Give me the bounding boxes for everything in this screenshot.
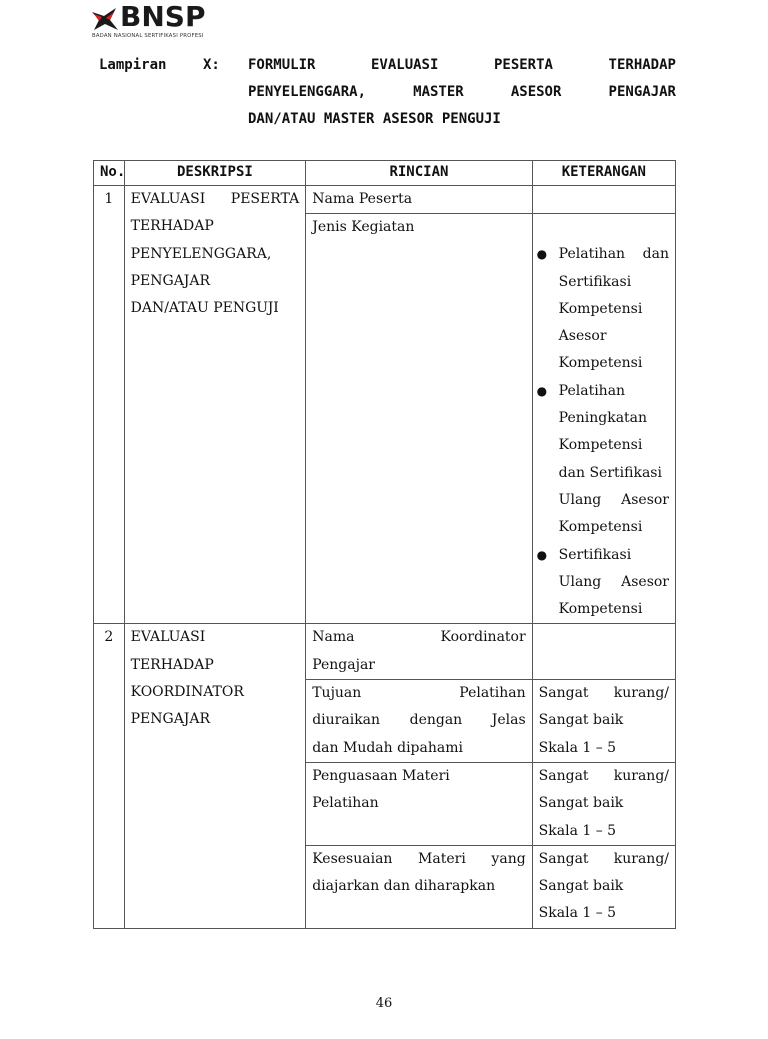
keterangan-text: Sangat kurang/	[538, 767, 669, 784]
list-item-text: Asesor	[558, 328, 607, 345]
rincian-text: diajarkan dan diharapkan	[312, 878, 496, 895]
rincian-text: diuraikan dengan Jelas	[312, 712, 526, 729]
deskripsi-line: PENGAJAR	[130, 272, 211, 289]
table-row	[94, 624, 676, 680]
evaluation-table	[93, 160, 676, 929]
rincian-text: Kesesuaian Materi yang	[312, 850, 526, 867]
rincian-cell	[306, 624, 532, 680]
kegiatan-list	[539, 241, 669, 623]
deskripsi-cell	[124, 624, 306, 928]
title-line-3: DAN/ATAU MASTER ASESOR PENGUJI	[248, 111, 501, 127]
keterangan-cell	[532, 845, 675, 928]
list-item	[539, 378, 669, 542]
deskripsi-line: EVALUASI	[130, 629, 206, 646]
keterangan-text: Sangat kurang/	[538, 685, 669, 702]
keterangan-cell	[532, 680, 675, 763]
keterangan-text: Sangat baik	[538, 878, 624, 895]
list-item-text: ● Sertifikasi	[558, 546, 632, 563]
keterangan-text: Sangat baik	[538, 712, 624, 729]
keterangan-cell	[532, 186, 675, 214]
deskripsi-line: PENYELENGGARA,	[130, 245, 272, 262]
deskripsi-text: EVALUASI PESERTA	[130, 191, 300, 207]
logo-text: BNSP	[120, 0, 206, 33]
deskripsi-line: KOORDINATOR	[130, 684, 244, 701]
deskripsi-line: PENGAJAR	[130, 711, 211, 728]
keterangan-text: Skala 1 – 5	[538, 822, 617, 839]
rincian-text: Tujuan Pelatihan	[312, 685, 526, 702]
row-number: 2	[94, 624, 125, 928]
keterangan-text: Skala 1 – 5	[538, 739, 617, 756]
keterangan-cell	[532, 762, 675, 845]
keterangan-cell	[532, 624, 675, 680]
list-item-text: Ulang Asesor	[558, 573, 669, 590]
keterangan-cell	[532, 214, 675, 624]
rincian-cell	[306, 680, 532, 763]
rincian-text: Pengajar	[312, 656, 375, 673]
deskripsi-line: TERHADAP	[130, 656, 214, 673]
logo-subtitle: BADAN NASIONAL SERTIFIKASI PROFESI	[92, 33, 204, 39]
title-word: PENYELENGGARA,	[248, 84, 367, 100]
rincian-cell	[306, 762, 532, 845]
list-item-text: Kompetensi	[558, 601, 643, 618]
lampiran-label: Lampiran	[99, 57, 167, 73]
bnsp-emblem-icon	[90, 4, 120, 34]
title-line-2	[248, 79, 676, 106]
header-rincian: RINCIAN	[306, 161, 532, 186]
keterangan-text: Sangat kurang/	[538, 850, 669, 867]
header-deskripsi: DESKRIPSI	[124, 161, 306, 186]
title-word: FORMULIR	[248, 57, 316, 73]
list-item-text: Kompetensi	[558, 437, 643, 454]
rincian-text: Penguasaan Materi	[312, 767, 450, 784]
title-word: PENGAJAR	[608, 84, 676, 100]
rincian-text: Pelatihan	[312, 795, 379, 812]
bnsp-logo	[90, 2, 230, 44]
list-item-text: Kompetensi	[558, 355, 643, 372]
document-title	[248, 52, 676, 133]
list-item-text: Sertifikasi	[558, 273, 632, 290]
header-no: No.	[94, 161, 125, 186]
rincian-cell	[306, 845, 532, 928]
table-row	[94, 186, 676, 214]
rincian-text: dan Mudah dipahami	[312, 739, 463, 756]
title-word: MASTER	[413, 84, 464, 100]
list-item-text: ● Pelatihan dan	[558, 246, 669, 263]
list-item-text: dan Sertifikasi	[558, 464, 662, 481]
deskripsi-line: TERHADAP	[130, 218, 214, 235]
rincian-cell: Nama Peserta	[306, 186, 532, 214]
lampiran-number: X:	[203, 57, 220, 73]
list-item-text: Peningkatan	[558, 410, 648, 427]
title-line-1	[248, 52, 676, 79]
title-word: PESERTA	[493, 57, 553, 73]
deskripsi-line: DAN/ATAU PENGUJI	[130, 300, 279, 317]
page-number: 46	[375, 996, 393, 1011]
list-item-text: Kompetensi	[558, 300, 643, 317]
table-header-row	[94, 161, 676, 186]
row-number: 1	[94, 186, 125, 624]
title-word: ASESOR	[510, 84, 562, 100]
header-keterangan: KETERANGAN	[532, 161, 675, 186]
rincian-cell: Jenis Kegiatan	[306, 214, 532, 624]
list-item-text: ● Pelatihan	[558, 382, 626, 399]
rincian-text: Nama Koordinator	[312, 629, 526, 646]
keterangan-text: Sangat baik	[538, 795, 624, 812]
title-word: EVALUASI	[370, 57, 439, 73]
list-item	[539, 241, 669, 377]
list-item	[539, 542, 669, 624]
deskripsi-cell	[124, 186, 306, 624]
title-word: TERHADAP	[608, 57, 676, 73]
deskripsi-line	[131, 186, 300, 213]
keterangan-text: Skala 1 – 5	[538, 905, 617, 922]
list-item-text: Ulang Asesor	[558, 491, 669, 508]
list-item-text: Kompetensi	[558, 519, 643, 536]
